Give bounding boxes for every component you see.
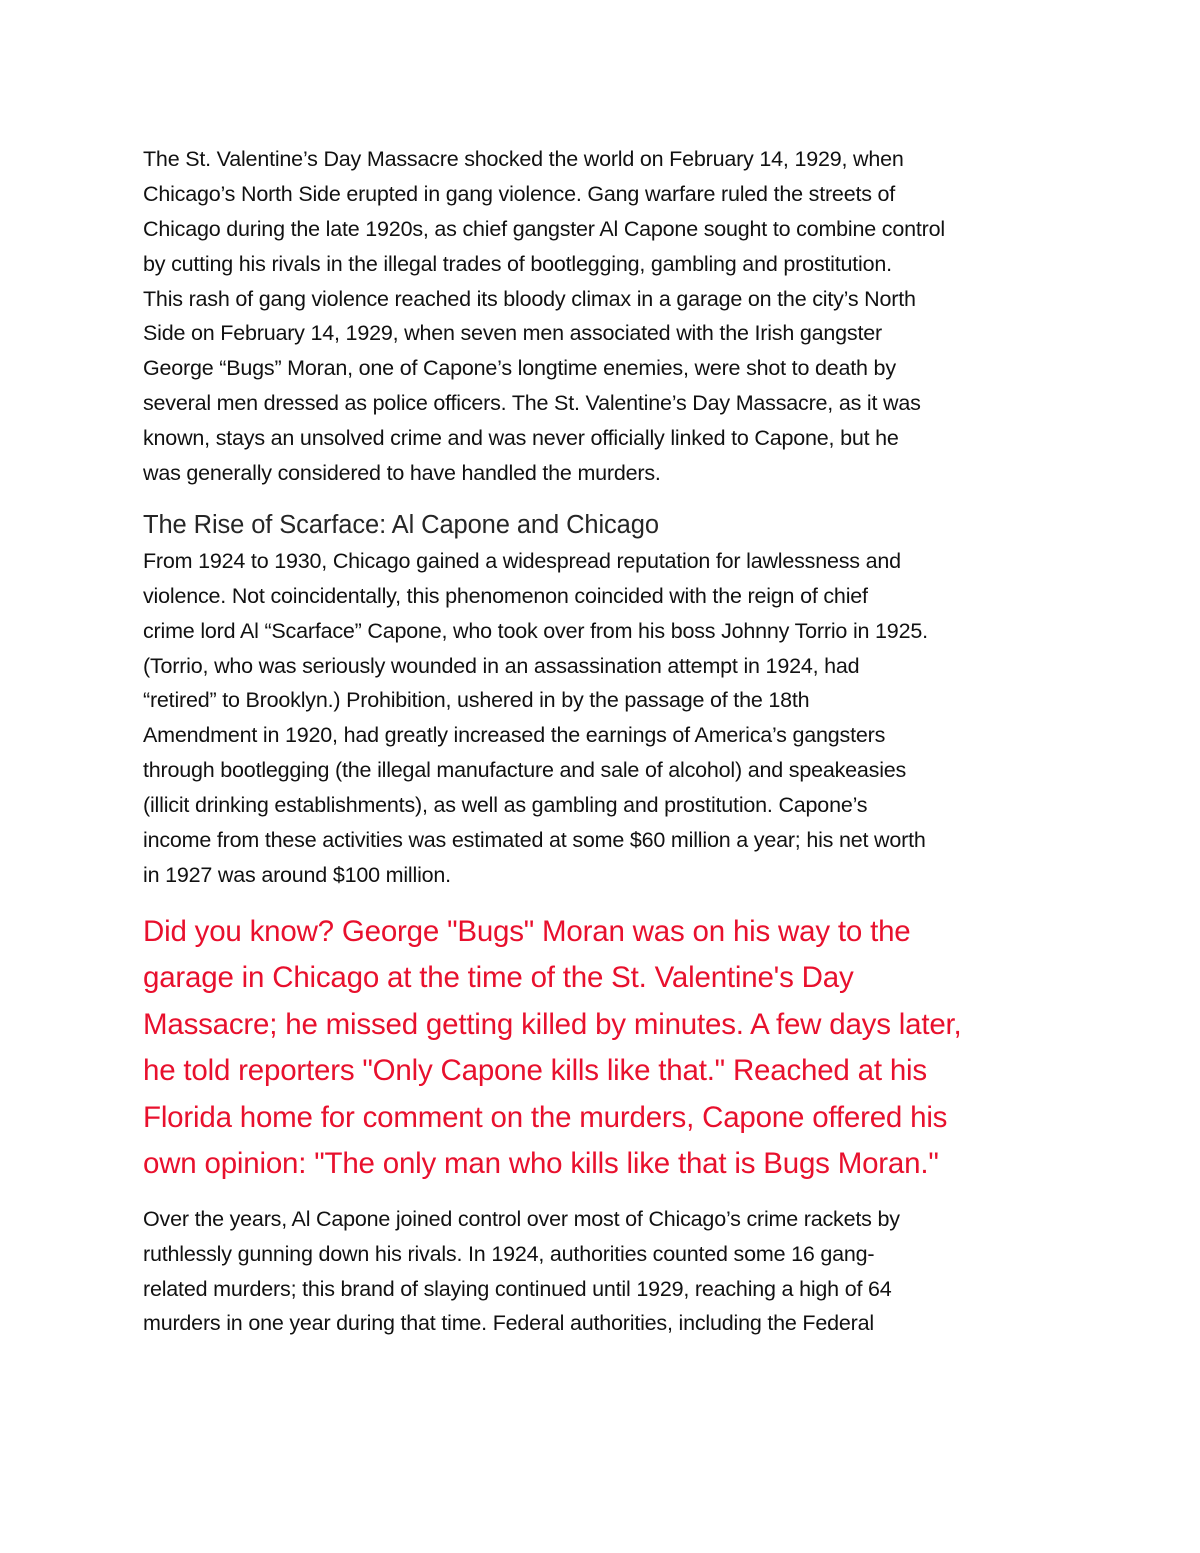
- rise-line: Amendment in 1920, had greatly increased the earnings of America’s gangsters: [143, 723, 886, 748]
- rise-line: through bootlegging (the illegal manufacture and sale of alcohol) and speakeasies: [143, 758, 907, 783]
- intro-line: George “Bugs” Moran, one of Capone’s longtime enemies, were shot to death by: [143, 356, 896, 381]
- closing-paragraph: [143, 1202, 1083, 1342]
- intro-line: The St. Valentine’s Day Massacre shocked the world on February 14, 1929, when: [143, 147, 904, 171]
- intro-line: Side on February 14, 1929, when seven men associated with the Irish gangster: [143, 321, 882, 346]
- intro-paragraph: [143, 142, 1083, 491]
- intro-line: known, stays an unsolved crime and was never officially linked to Capone, but he: [143, 426, 899, 451]
- rise-line: violence. Not coincidentally, this phenomenon coincided with the reign of chief: [143, 583, 868, 608]
- intro-line: This rash of gang violence reached its bloody climax in a garage on the city’s North: [143, 286, 916, 311]
- document-body: [143, 142, 1083, 1341]
- rise-line: in 1927 was around $100 million.: [143, 862, 451, 887]
- intro-line: Chicago during the late 1920s, as chief gangster Al Capone sought to combine control: [143, 216, 945, 241]
- intro-line: several men dressed as police officers. The St. Valentine’s Day Massacre, as it was: [143, 391, 921, 416]
- rise-line: “retired” to Brooklyn.) Prohibition, ushered in by the passage of the 18th: [143, 688, 810, 713]
- rise-line: crime lord Al “Scarface” Capone, who took over from his boss Johnny Torrio in 1925.: [143, 618, 928, 643]
- callout-line: Massacre; he missed getting killed by minutes. A few days later,: [143, 1007, 962, 1041]
- callout-line: Did you know? George "Bugs" Moran was on his way to the: [143, 914, 911, 948]
- callout-line: Florida home for comment on the murders, Capone offered his: [143, 1100, 948, 1134]
- rise-paragraph: [143, 544, 1083, 893]
- rise-line: income from these activities was estimated at some $60 million a year; his net worth: [143, 828, 926, 853]
- callout-line: he told reporters "Only Capone kills like that." Reached at his: [143, 1054, 927, 1088]
- intro-line: Chicago’s North Side erupted in gang violence. Gang warfare ruled the streets of: [143, 181, 896, 206]
- intro-line: was generally considered to have handled the murders.: [143, 461, 661, 486]
- closing-line: murders in one year during that time. Federal authorities, including the Federal: [143, 1311, 874, 1336]
- callout-line: garage in Chicago at the time of the St. Valentine's Day: [143, 961, 854, 995]
- rise-line: (illicit drinking establishments), as well as gambling and prostitution. Capone’s: [143, 793, 868, 818]
- section-heading: The Rise of Scarface: Al Capone and Chicago: [143, 510, 659, 539]
- rise-line: (Torrio, who was seriously wounded in an assassination attempt in 1924, had: [143, 653, 860, 678]
- rise-line: From 1924 to 1930, Chicago gained a widespread reputation for lawlessness and: [143, 548, 901, 573]
- did-you-know-callout: [143, 909, 1083, 1188]
- closing-line: related murders; this brand of slaying continued until 1929, reaching a high of 64: [143, 1276, 892, 1301]
- paragraph-spacer: [143, 1188, 1083, 1202]
- closing-line: Over the years, Al Capone joined control over most of Chicago’s crime rackets by: [143, 1206, 900, 1231]
- paragraph-spacer: [143, 893, 1083, 909]
- closing-line: ruthlessly gunning down his rivals. In 1924, authorities counted some 16 gang-: [143, 1241, 875, 1266]
- paragraph-spacer: [143, 491, 1083, 506]
- callout-line: own opinion: "The only man who kills like that is Bugs Moran.": [143, 1147, 939, 1181]
- intro-line: by cutting his rivals in the illegal trades of bootlegging, gambling and prostitution.: [143, 251, 892, 276]
